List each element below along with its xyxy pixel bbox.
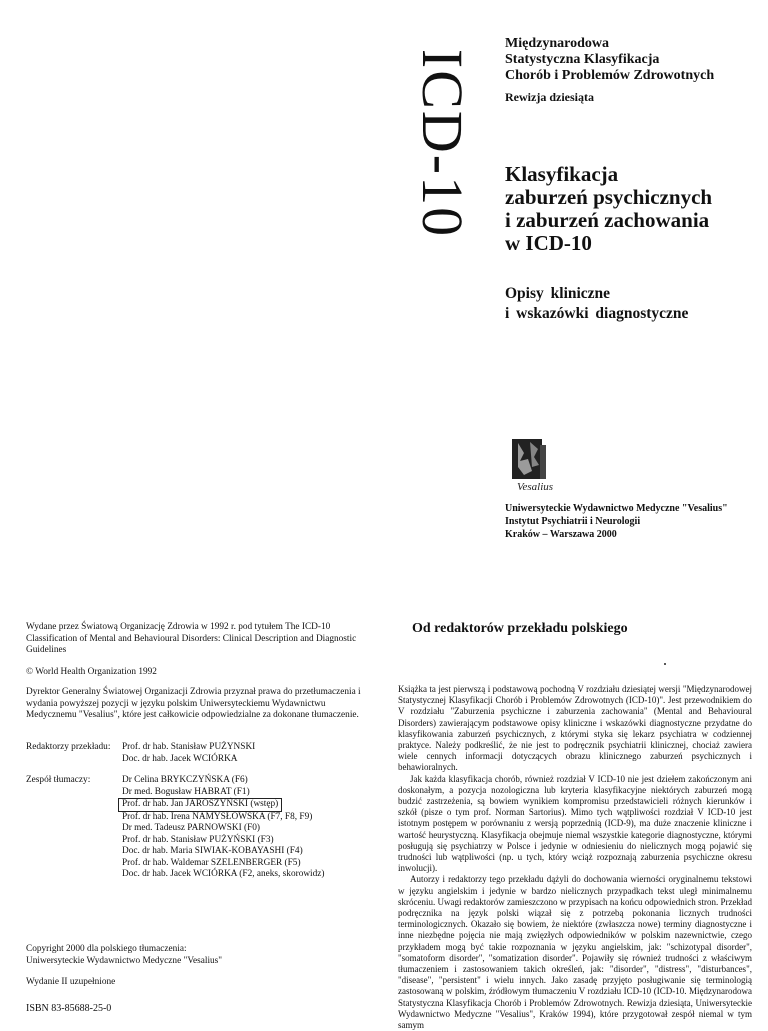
rights-note: Dyrektor Generalny Światowej Organizacji Zdrowia przyznał prawa do przetłumaczenia i wydania powyższej pozycji w języku polskim Uniwersyteckiemu Wydawnictwu Medycznemu "Vesalius", które jest całkowicie odpowiedzialne za dokonane tłumaczenie. (26, 687, 361, 720)
title-line: Klasyfikacja (505, 162, 619, 186)
foreword-paragraph: Autorzy i redaktorzy tego przekładu dążyli do dochowania wierności oryginalnemu tekstowi w języku angielskim i jedynie w bardzo nielicznych przypadkach tekst uległ minimalnemu skróceniu. Uwagi redaktorów zamieszczono w przypisach na końcu odpowiednich stron. Przekład podręcznika na język polski wiązał się z potrzebą pokonania licznych trudności terminologicznych. Okazało się bowiem, że niektóre (zwłaszcza nowe) terminy diagnostyczne i inne niezbędne pojęcia nie mają zwięzłych odpowiedników w polskim nazewnictwie, czego przykładem mogą być takie rozpoznania w języku angielskim, jak: "schizotypal disorder", "somatoform disorder", "somatization disorder". Pojawiły się również trudności z właściwym tłumaczeniem i zastosowaniem takich określeń, jak: "disorder", "distress", "disturbances", "disease", "persistent" i wielu innych. Jako zasadę przyjęto posługiwanie się terminologią zastosowaną w polskim, źródłowym tłumaczeniu V rozdziału ICD-10 (ICD-10. Międzynarodowa Statystyczna Klasyfikacja Chorób i Problemów Zdrowotnych. Rewizja dziesiąta, Uniwersyteckie Wydawnictwo Medyczne "Vesalius", Kraków 1994), które przygotował zespół niemal w tym samym (398, 874, 752, 1031)
copyright-polish: Copyright 2000 dla polskiego tłumaczenia: Uniwersyteckie Wydawnictwo Medyczne "Vesalius" (26, 944, 223, 966)
title-line: w ICD-10 (505, 231, 592, 255)
subtitle-line: Opisy kliniczne (505, 285, 611, 302)
foreword-paragraph: Książka ta jest pierwszą i podstawową pochodną V rozdziału dziesiątej wersji "Międzynarodowej Statystycznej Klasyfikacji Chorób i Problemów Zdrowotnych (ICD-10)". Jest przewodnikiem do V rozdziału "Zaburzenia psychiczne i zaburzenia zachowania" (Mental and Behavioural Disorders) zawierającym podstawowe opisy kliniczne i wskazówki diagnostyczne przydatne do klasyfikowania zaburzeń psychicznych, z którymi styka się lekarz psychiatra w codziennej praktyce. Należy podkreślić, że nie jest to podręcznik psychiatrii klinicznej, chociaż zawiera wiele cennych informacji dotyczących obrazu klinicznego zaburzeń psychicznych i behawioralnych. (398, 684, 752, 773)
title-line: zaburzeń psychicznych (505, 185, 713, 209)
copyright-who: © World Health Organization 1992 (26, 667, 157, 677)
organization-name (505, 36, 755, 84)
revision-label: Rewizja dziesiąta (505, 90, 594, 104)
translator-name: Prof. dr hab. Stanisław PUŻYŃSKI (F3) (122, 834, 274, 845)
subtitle-line: i wskazówki diagnostyczne (505, 305, 689, 322)
foreword-body (398, 684, 752, 1031)
team-label: Zespół tłumaczy: (26, 775, 91, 785)
dot-mark (664, 663, 666, 665)
svg-text:Vesalius: Vesalius (517, 481, 554, 493)
translator-name: Doc. dr hab. Jacek WCIÓRKA (F2, aneks, skorowidz) (122, 869, 325, 879)
translator-name: Prof. dr hab. Irena NAMYSŁOWSKA (F7, F8, F9) (122, 811, 313, 822)
translator-name: Prof. dr hab. Waldemar SZELENBERGER (F5) (122, 857, 301, 868)
foreword-heading: Od redaktorów przekładu polskiego (412, 621, 628, 636)
editor-name: Prof. dr hab. Stanisław PUŻYNSKI (122, 742, 256, 752)
translator-name: Doc. dr hab. Maria SIWIAK-KOBAYASHI (F4) (122, 846, 303, 856)
publisher-line: Uniwersyteckie Wydawnictwo Medyczne "Vesalius" (505, 503, 728, 514)
editors-block (26, 742, 376, 765)
translator-name: Dr med. Tadeusz PARNOWSKI (F0) (122, 823, 261, 833)
original-title-note: Wydane przez Światową Organizację Zdrowia w 1992 r. pod tytułem The ICD-10 Classification of Mental and Behavioural Disorders: Clinical Description and Diagnostic Guidelines (26, 622, 357, 655)
main-title (505, 163, 755, 255)
editor-name: Doc. dr hab. Jacek WCIÓRKA (122, 753, 238, 764)
publisher-line: Instytut Psychiatrii i Neurologii (505, 516, 641, 527)
translator-name: Dr Celina BRYKCZYŃSKA (F6) (122, 775, 248, 785)
foreword-paragraph: Jak każda klasyfikacja chorób, również rozdział V ICD-10 nie jest dziełem zakończonym ani doskonałym, a pozycja nozologiczna lub kryteria klasyfikacyjne niektórych zaburzeń mogą budzić zastrzeżenia, są bowiem wynikiem kompromisu przedstawicieli różnych kierunków i szkół (pisze o tym prof. Norman Sartorius). Mimo tych wątpliwości rozdział V ICD-10 jest istotnym postępem w porównaniu z wersją poprzednią (ICD-9), ma duże znaczenie kliniczne i wartość heurystyczną. Klasyfikacja obejmuje niemal wszystkie kategorie diagnostyczne, którymi posługują się psychiatrzy w Polsce i jedynie w odniesieniu do nielicznych mogą pojawić się trudności lub wątpliwości (np. u tych, który wciąż rozpoznają zaburzenia psychiczne okresu inwolucji). (398, 773, 752, 874)
translator-name: Dr med. Bogusław HABRAT (F1) (122, 786, 250, 797)
organization-line: Międzynarodowa (505, 36, 609, 51)
spine-title: ICD-10 (410, 48, 476, 238)
translator-name-boxed: Prof. dr hab. Jan JAROSZYŃSKI (wstęp) (118, 798, 282, 812)
organization-line: Chorób i Problemów Zdrowotnych (505, 68, 715, 83)
editors-label: Redaktorzy przekładu: (26, 742, 111, 752)
isbn-label: ISBN 83-85688-25-0 (26, 1003, 112, 1014)
subtitle (505, 284, 755, 324)
publisher-line: Kraków – Warszawa 2000 (505, 529, 617, 540)
edition-label: Wydanie II uzupełnione (26, 977, 116, 987)
vesalius-logo-icon (510, 437, 562, 493)
title-line: i zaburzeń zachowania (505, 208, 710, 232)
publisher-info (505, 502, 760, 541)
translators-block (26, 775, 376, 881)
organization-line: Statystyczna Klasyfikacja (505, 52, 660, 67)
